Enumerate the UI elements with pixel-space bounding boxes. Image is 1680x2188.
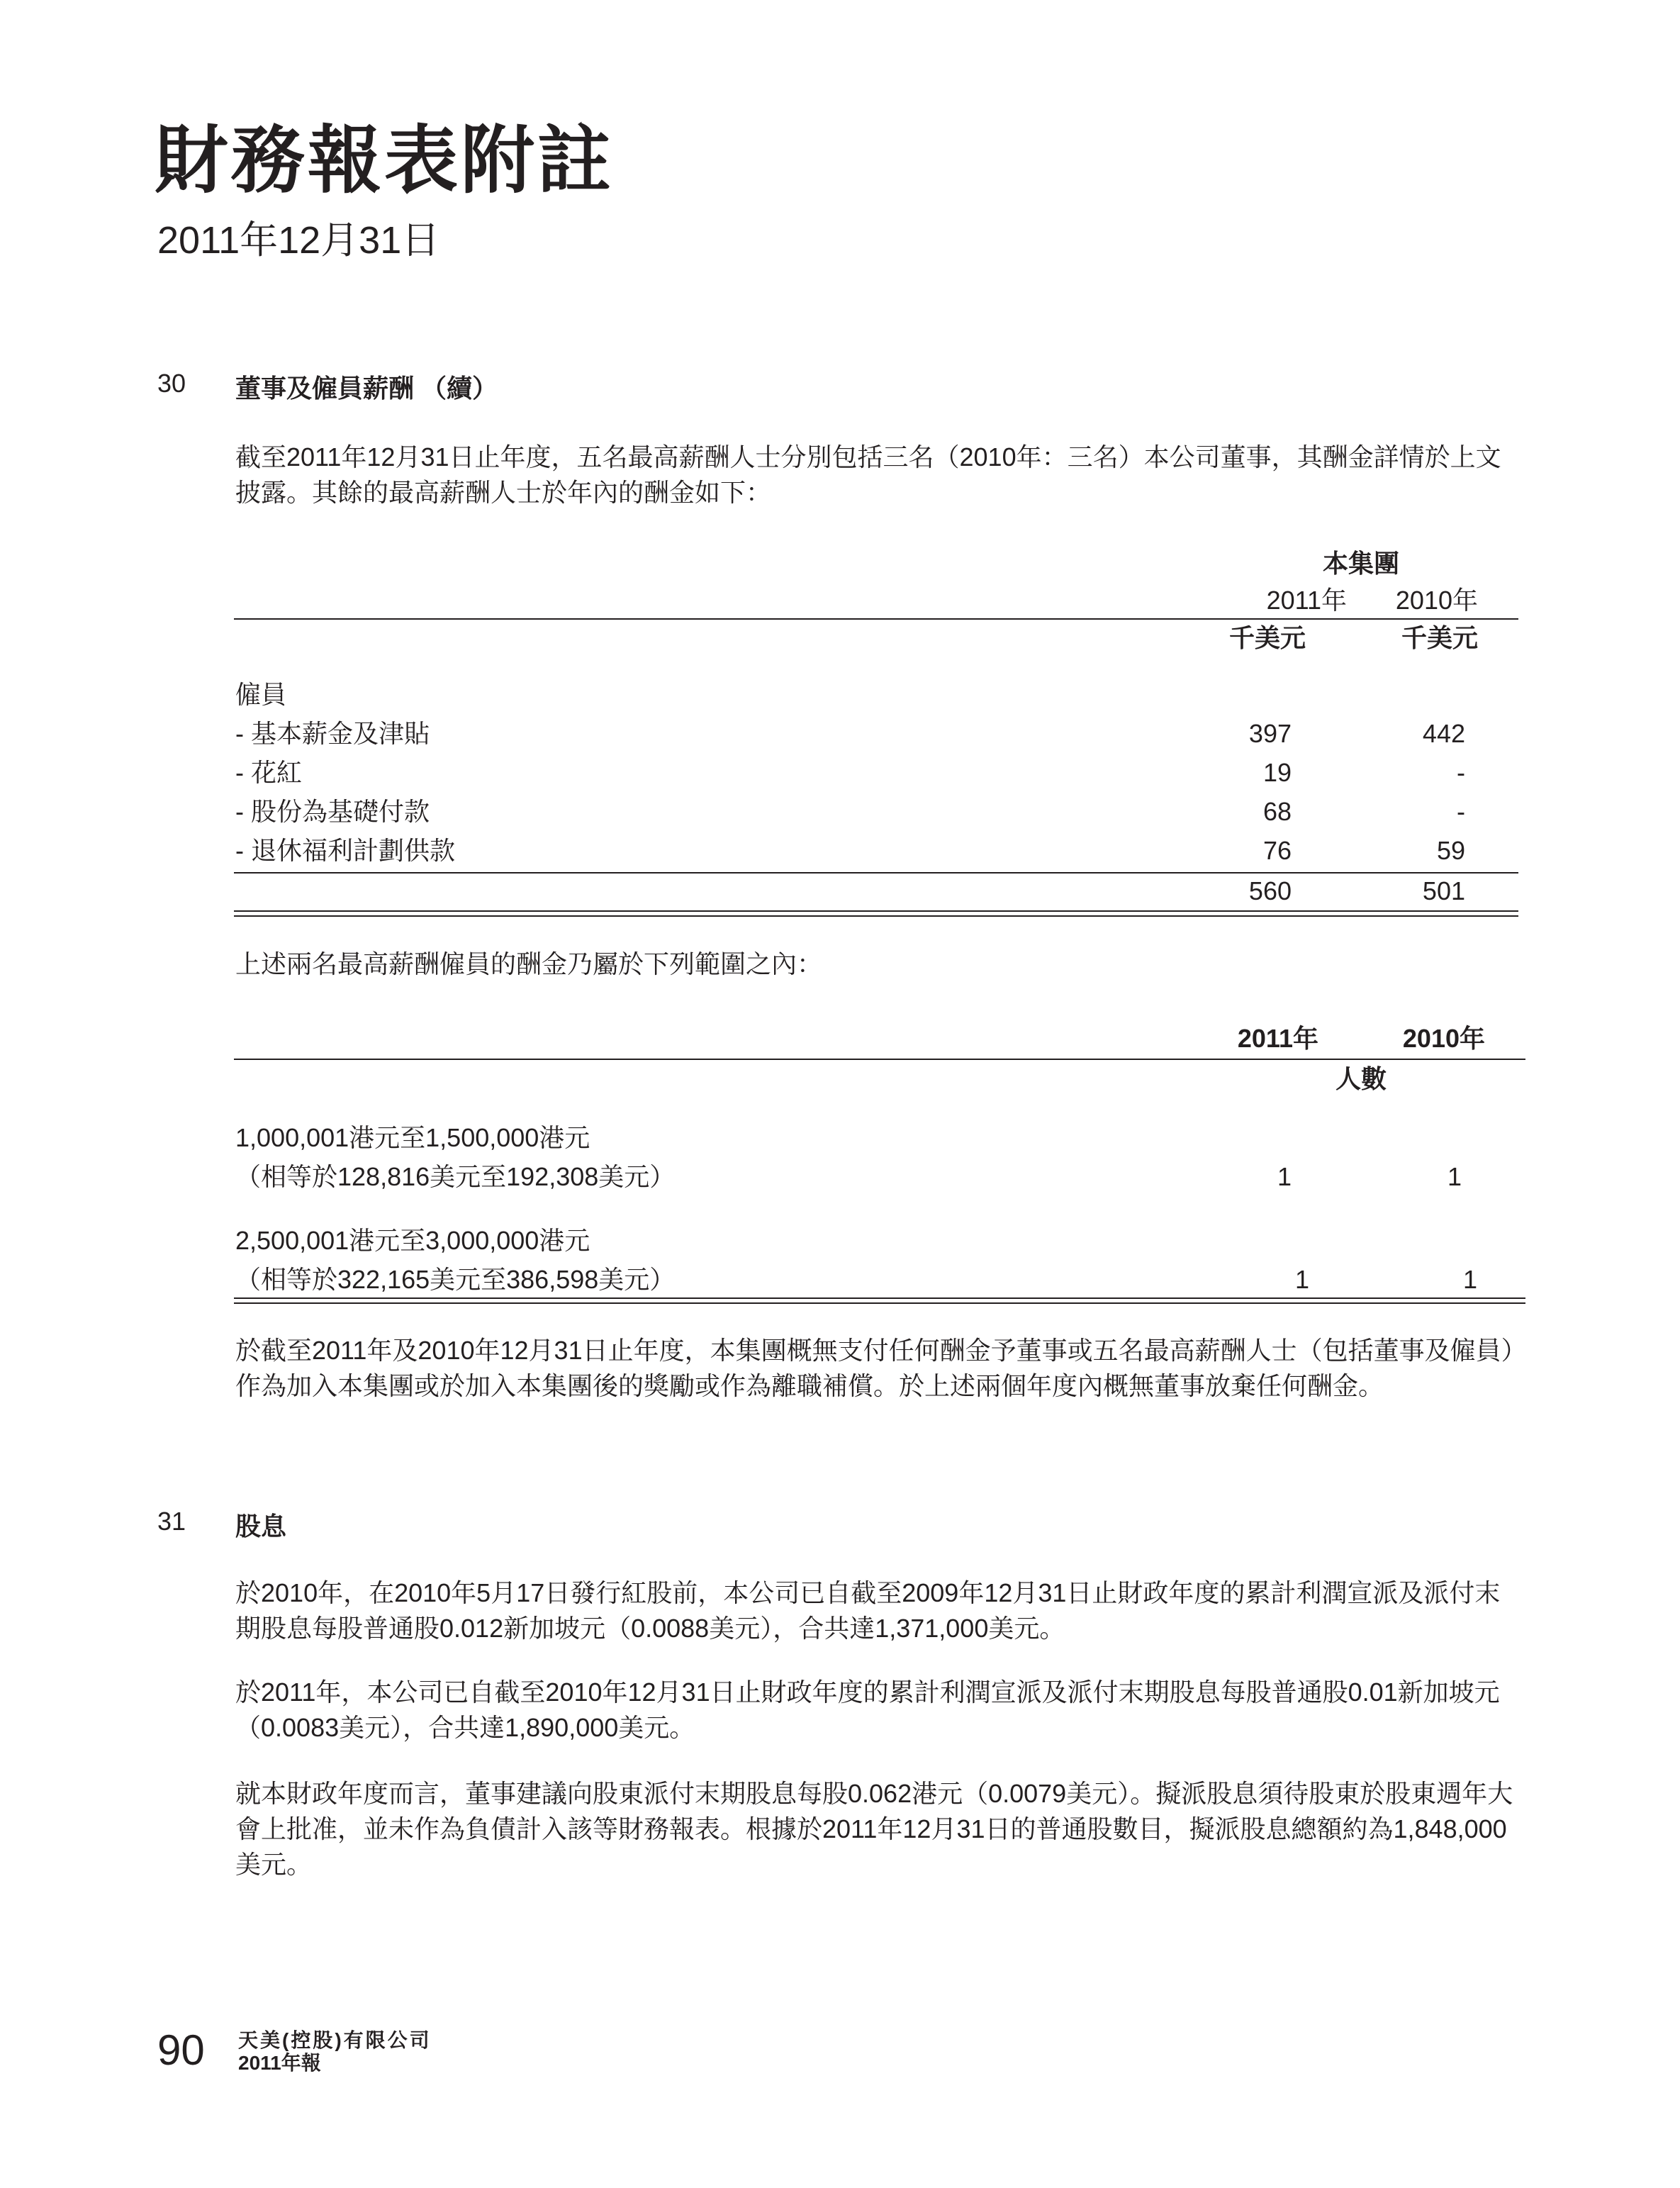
note-30-intro: 截至2011年12月31日止年度，五名最高薪酬人士分別包括三名（2010年：三名）本公司董事，其酬金詳情於上文披露。其餘的最高薪酬人士於年內的酬金如下：	[235, 442, 1501, 507]
note-31-paragraph-1: 於2010年，在2010年5月17日發行紅股前，本公司已自截至2009年12月31日止財政年度的累計利潤宣派及派付末期股息每股普通股0.012新加坡元（0.0088美元），合共達1,371,000美元。	[235, 1578, 1501, 1643]
total-2011: 560	[1248, 876, 1292, 905]
table-row	[235, 794, 1525, 830]
table1-total-rule-bottom	[234, 915, 1518, 917]
note-31-number: 31	[157, 1507, 186, 1536]
value-2010: -	[1457, 758, 1465, 787]
note-30-number: 30	[157, 369, 186, 398]
band-range-hkd: 2,500,001港元至3,000,000港元	[235, 1226, 590, 1255]
value-2011: 19	[1262, 758, 1292, 787]
value-2011: 68	[1262, 797, 1292, 826]
band-row-line1	[235, 1120, 1525, 1156]
note-30-closing: 於截至2011年及2010年12月31日止年度，本集團概無支付任何酬金予董事或五名最高薪酬人士（包括董事及僱員）作為加入本集團或於加入本集團後的獎勵或作為離職補償。於上述兩個年度內概無董事放棄任何酬金。	[235, 1336, 1514, 1400]
table1-year-2010: 2010年	[1395, 586, 1478, 615]
footer-report: 2011年報	[238, 2052, 321, 2074]
band-range-usd: （相等於322,165美元至386,598美元）	[235, 1265, 676, 1294]
category-label: 僱員	[235, 680, 287, 709]
table1-category-row	[235, 677, 1525, 713]
page-date: 2011年12月31日	[157, 219, 440, 262]
row-label: - 花紅	[235, 758, 302, 787]
value-2010: 442	[1422, 719, 1465, 748]
count-2010: 1	[1462, 1265, 1477, 1294]
table-row	[235, 1262, 1525, 1297]
table2-rule-top	[234, 1297, 1525, 1299]
page-number: 90	[157, 2026, 205, 2074]
count-2011: 1	[1277, 1162, 1292, 1191]
table2-header-rule	[234, 1059, 1525, 1060]
table1-unit-2011: 千美元	[1228, 623, 1306, 652]
value-2011: 76	[1262, 836, 1292, 865]
group-label: 本集團	[1322, 549, 1399, 578]
count-2011: 1	[1294, 1265, 1309, 1294]
table2-rule-bottom	[234, 1302, 1525, 1304]
note-31-paragraph-2: 於2011年，本公司已自截至2010年12月31日止財政年度的累計利潤宣派及派付末期股息每股普通股0.01新加坡元（0.0083美元），合共達1,890,000美元。	[235, 1678, 1500, 1742]
table2-unit: 人數	[1335, 1064, 1387, 1093]
total-2010: 501	[1422, 876, 1465, 905]
value-2010: -	[1457, 797, 1465, 826]
row-label: - 退休福利計劃供款	[235, 836, 455, 865]
table2-year-2010: 2010年	[1402, 1024, 1485, 1053]
band-range-hkd: 1,000,001港元至1,500,000港元	[235, 1123, 590, 1152]
value-2010: 59	[1436, 836, 1465, 865]
table1-total-rule-top	[234, 910, 1518, 912]
count-2010: 1	[1447, 1162, 1462, 1191]
table-row	[235, 1159, 1525, 1195]
bands-intro: 上述兩名最高薪酬僱員的酬金乃屬於下列範圍之內：	[235, 949, 823, 978]
table-row	[235, 716, 1525, 752]
table-row	[235, 755, 1525, 791]
page-title: 財務報表附註	[155, 120, 615, 202]
band-row-line1	[235, 1223, 1525, 1258]
row-label: - 股份為基礎付款	[235, 797, 430, 826]
note-30-title: 董事及僱員薪酬 （續）	[235, 374, 498, 403]
footer-company: 天美(控股)有限公司	[238, 2029, 432, 2051]
note-31-paragraph-3: 就本財政年度而言，董事建議向股東派付末期股息每股0.062港元（0.0079美元）。擬派股息須待股東於股東週年大會上批准，並未作為負債計入該等財務報表。根據於2011年12月31日的普通股數目，擬派股息總額約為1,848,000美元。	[235, 1779, 1513, 1879]
band-range-usd: （相等於128,816美元至192,308美元）	[235, 1162, 676, 1191]
table-row	[235, 833, 1525, 869]
table1-year-2011: 2011年	[1266, 586, 1347, 615]
table1-total-row	[235, 873, 1525, 909]
table1-header-rule	[234, 618, 1518, 620]
table1-unit-2010: 千美元	[1401, 623, 1478, 652]
table2-year-2011: 2011年	[1237, 1024, 1318, 1053]
note-31-title: 股息	[235, 1512, 287, 1541]
value-2011: 397	[1248, 719, 1292, 748]
row-label: - 基本薪金及津貼	[235, 719, 430, 748]
